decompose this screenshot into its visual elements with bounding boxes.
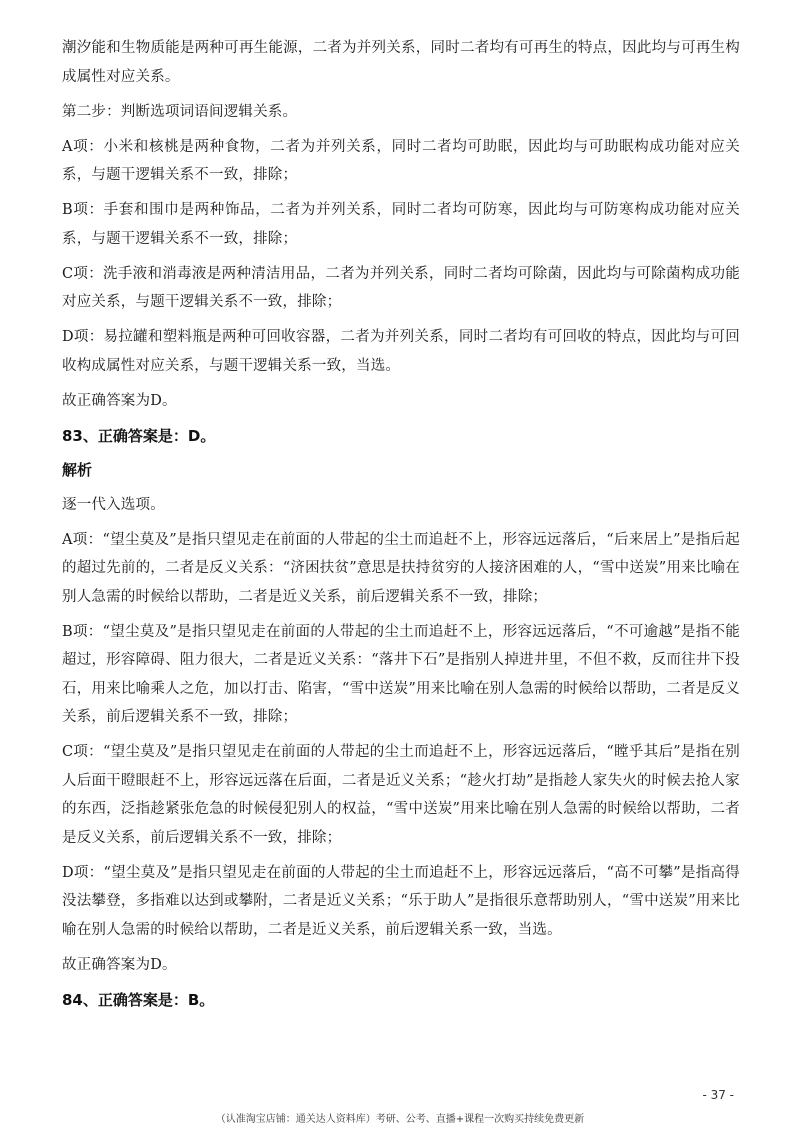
page-number: - 37 - <box>702 1088 734 1102</box>
page-footer: （认准淘宝店铺：通关达人资料库）考研、公考、直播+课程一次购买持续免费更新 <box>215 1114 585 1125</box>
paragraph-answer: 故正确答案为D。 <box>62 392 177 409</box>
q83-paragraph-option-b: B项：“望尘莫及”是指只望见走在前面的人带起的尘土而追赶不上，形容远远落后，“不可逾越”是指不能超过，形容障碍、阻力很大，二者是近义关系：“落井下石”是指别人掉进井里，不但不救，反而往井下投石，用来比喻乘人之危，加以打击、陷害，“雪中送炭”用来比喻在别人急需的时候给以帮助，二者是反义关系，前后逻辑关系不一致，排除； <box>62 623 740 725</box>
paragraph-option-d: D项：易拉罐和塑料瓶是两种可回收容器，二者为并列关系，同时二者均有可回收的特点，因此均与可回收构成属性对应关系，与题干逻辑关系一致，当选。 <box>62 329 740 374</box>
q83-heading: 83、正确答案是：D。 <box>62 426 216 445</box>
paragraph-intro: 潮汐能和生物质能是两种可再生能源，二者为并列关系，同时二者均有可再生的特点，因此均与可再生构成属性对应关系。 <box>62 40 740 85</box>
paragraph-option-a: A项：小米和核桃是两种食物，二者为并列关系，同时二者均可助眠，因此均与可助眠构成功能对应关系，与题干逻辑关系不一致，排除； <box>62 138 740 183</box>
q83-paragraph-option-c: C项：“望尘莫及”是指只望见走在前面的人带起的尘土而追赶不上，形容远远落后，“瞠乎其后”是指在别人后面干瞪眼赶不上，形容远远落在后面，二者是近义关系；“趁火打劫”是指趁人家失火的时候去抢人家的东西，泛指趁紧张危急的时候侵犯别人的权益，“雪中送炭”用来比喻在别人急需的时候给以帮助，二者是反义关系，前后逻辑关系不一致，排除； <box>62 744 740 846</box>
q84-heading: 84、正确答案是：B。 <box>62 990 215 1009</box>
paragraph-option-b: B项：手套和围巾是两种饰品，二者为并列关系，同时二者均可防寒，因此均与可防寒构成功能对应关系，与题干逻辑关系不一致，排除； <box>62 202 740 247</box>
q83-paragraph-option-a: A项：“望尘莫及”是指只望见走在前面的人带起的尘土而追赶不上，形容远远落后，“后来居上”是指后起的超过先前的，二者是反义关系：“济困扶贫”意思是扶持贫穷的人接济困难的人，“雪中送炭”用来比喻在别人急需的时候给以帮助，二者是近义关系，前后逻辑关系不一致，排除； <box>62 531 740 605</box>
document-body <box>62 34 740 1020</box>
q83-paragraph-intro: 逐一代入选项。 <box>62 496 165 513</box>
analysis-heading: 解析 <box>62 461 93 479</box>
paragraph-option-c: C项：洗手液和消毒液是两种清洁用品，二者为并列关系，同时二者均可除菌，因此均与可除菌构成功能对应关系，与题干逻辑关系不一致，排除； <box>62 265 740 310</box>
q83-paragraph-option-d: D项：“望尘莫及”是指只望见走在前面的人带起的尘土而追赶不上，形容远远落后，“高不可攀”是指高得没法攀登，多指难以达到或攀附，二者是近义关系；“乐于助人”是指很乐意帮助别人，“雪中送炭”用来比喻在别人急需的时候给以帮助，二者是近义关系，前后逻辑关系一致，当选。 <box>62 864 740 938</box>
q83-paragraph-answer: 故正确答案为D。 <box>62 956 177 973</box>
paragraph-step-two: 第二步：判断选项词语间逻辑关系。 <box>62 103 298 120</box>
